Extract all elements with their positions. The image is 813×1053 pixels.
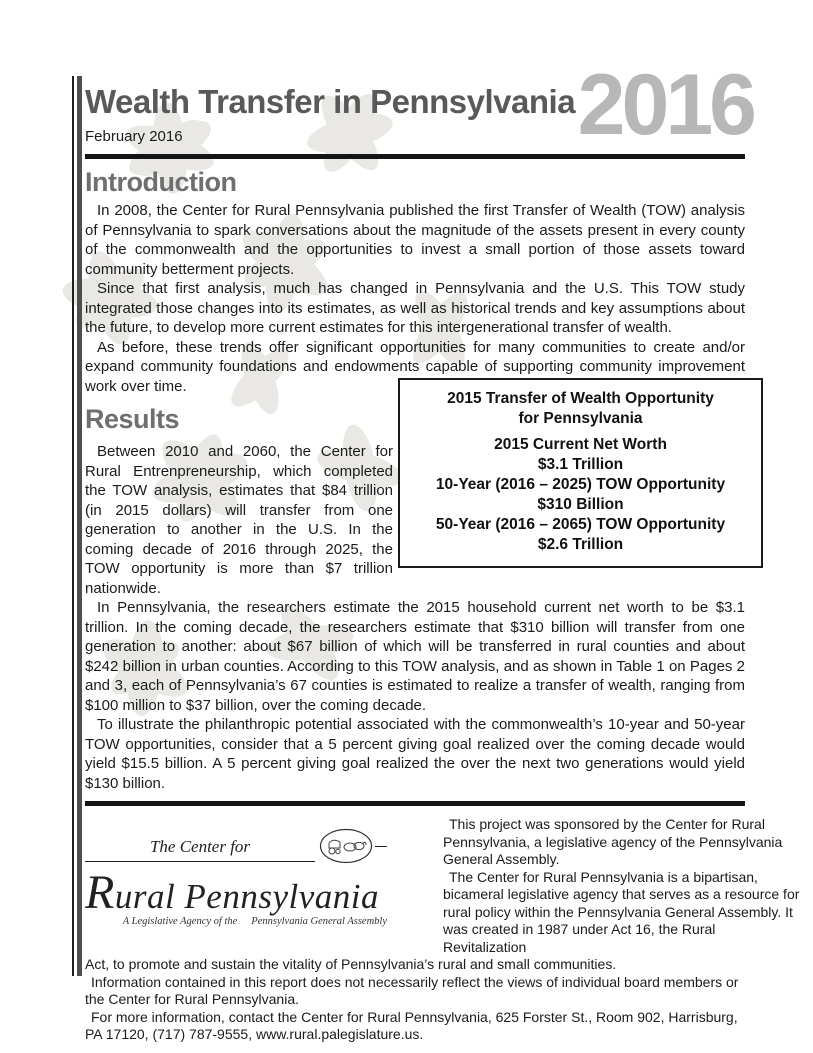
- conestoga-wagon-emblem-icon: [319, 828, 373, 864]
- logo-tagline: [85, 916, 387, 927]
- tow-box-title-line1: 2015 Transfer of Wealth Opportunity: [447, 390, 714, 407]
- tow-item-value: $2.6 Trillion: [537, 536, 624, 553]
- footer-full-width-text: [85, 956, 745, 1044]
- footer-paragraph: Information contained in this report does not necessarily reflect the views of individual board members or the Center for Rural Pennsylvania.: [85, 973, 739, 1007]
- results-left-column: [85, 442, 393, 598]
- publication-date: February 2016: [85, 128, 183, 145]
- tow-item-label: 10-Year (2016 – 2025) TOW Opportunity: [435, 476, 726, 493]
- tow-box-title: [404, 389, 757, 429]
- left-border-thin-rule: [72, 76, 74, 976]
- tow-item-label: 2015 Current Net Worth: [494, 436, 667, 453]
- tow-item-label: 50-Year (2016 – 2065) TOW Opportunity: [435, 516, 726, 533]
- logo-dash: [375, 846, 387, 847]
- footer-right-column: [443, 816, 801, 956]
- results-paragraph: In Pennsylvania, the researchers estimate the 2015 household current net worth to be $3.1 trillion. In the coming decade, the researchers estimate that $310 billion will transfer from one generation to another: about $67 billion of which will be transferred in rural counties and about $242 billion in urban counties. According to this TOW analysis, and as shown in Table 1 on Pages 2 and 3, each of Pennsylvania’s 67 counties is estimated to realize a transfer of wealth, ranging from $100 million to $37 billion, over the coming decade.: [85, 599, 745, 714]
- tow-item-value: $3.1 Trillion: [537, 456, 624, 473]
- results-paragraph: To illustrate the philanthropic potential associated with the commonwealth’s 10-year and 50-year TOW opportunities, consider that a 5 percent giving goal realized over the coming decade would yield $15.5 billion. A 5 percent giving goal realized the over the next two generations would yield $130 billion.: [85, 716, 745, 792]
- results-paragraph: Between 2010 and 2060, the Center for Rural Entrenpreneurship, which completed the TOW analysis, estimates that $84 trillion (in 2015 dollars) will transfer from one generation to another in the U.S. In the coming decade of 2016 through 2025, the TOW opportunity is more than $7 trillion nationwide.: [85, 443, 393, 597]
- left-border-thick-rule: [77, 76, 82, 976]
- intro-paragraph: As before, these trends offer significant opportunities for many communities to create and/or expand community foundations and endowments capable of supporting community improvement work over time.: [85, 338, 745, 395]
- tow-box-title-line2: for Pennsylvania: [518, 410, 643, 427]
- footer-contact-paragraph: For more information, contact the Center for Rural Pennsylvania, 625 Forster St., Room 902, Harrisburg, PA 17120, (717) 787-9555, www.rural.palegislature.us.: [85, 1008, 738, 1042]
- logo-the-center-for: The Center for: [85, 837, 315, 862]
- results-heading: Results: [85, 404, 180, 434]
- page-title: Wealth Transfer in Pennsylvania: [85, 83, 576, 120]
- logo-tagline-right: Pennsylvania General Assembly: [251, 916, 387, 927]
- footer-paragraph: Act, to promote and sustain the vitality of Pennsylvania’s rural and small communities.: [85, 956, 617, 972]
- intro-paragraph: In 2008, the Center for Rural Pennsylvania published the first Transfer of Wealth (TOW) analysis of Pennsylvania to spark conversations about the magnitude of the assets present in every county of the commonwealth and the opportunities to invest a small portion of those assets toward community betterment projects.: [85, 202, 745, 278]
- footer: [85, 816, 800, 956]
- introduction-section: [85, 201, 745, 396]
- tow-opportunity-box: [398, 378, 763, 568]
- footer-paragraph: This project was sponsored by the Center for Rural Pennsylvania, a legislative agency of the Pennsylvania General Assembly.: [443, 816, 783, 867]
- footer-paragraph: The Center for Rural Pennsylvania is a bipartisan, bicameral legislative agency that serves as a resource for rural policy within the Pennsylvania General Assembly. It was created in 1987 under Act 16, the Rural Revitalization: [443, 868, 800, 955]
- header-rule: [85, 154, 745, 159]
- center-for-rural-pa-logo: [85, 816, 387, 956]
- results-section: [85, 390, 745, 793]
- introduction-heading: Introduction: [85, 167, 237, 197]
- logo-rural-pennsylvania: Rural Pennsylvania: [85, 866, 379, 919]
- footer-rule: [85, 801, 745, 806]
- intro-paragraph: Since that first analysis, much has changed in Pennsylvania and the U.S. This TOW study integrated those changes into its estimates, as well as historical trends and key assumptions about the future, to develop more current estimates for this intergenerational transfer of wealth.: [85, 280, 745, 336]
- tow-item-value: $310 Billion: [537, 496, 624, 513]
- year-watermark: 2016: [577, 57, 753, 153]
- logo-tagline-left: A Legislative Agency of the: [122, 916, 238, 927]
